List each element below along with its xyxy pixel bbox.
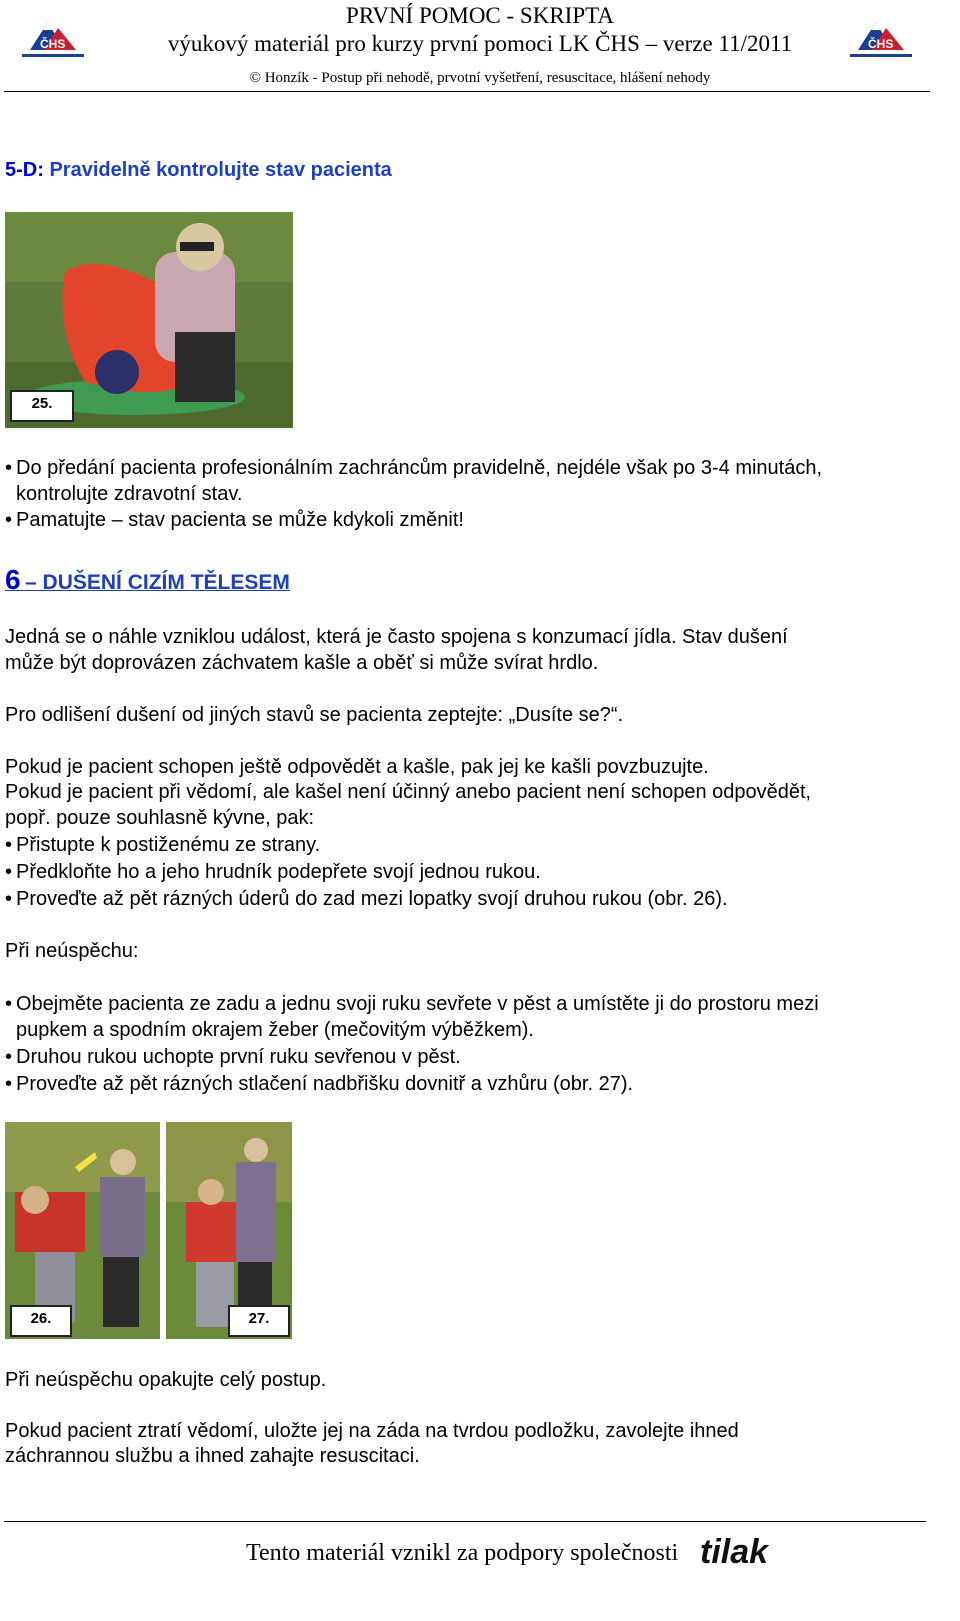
footer-text: Tento materiál vznikl za podpory společnosti — [246, 1540, 679, 1566]
svg-text:ČHS: ČHS — [868, 37, 894, 51]
section-6-cough2: Pokud je pacient při vědomí, ale kašel není účinný anebo pacient není schopen odpovědět, — [5, 781, 812, 803]
list-item: • Předkloňte ho a jeho hrudník podepřete svojí jednou rukou. — [5, 861, 541, 883]
tilak-logo-icon — [700, 1533, 790, 1569]
svg-text:ČHS: ČHS — [40, 37, 66, 51]
section-6-unconscious-line1: Pokud pacient ztratí vědomí, uložte jej na záda na tvrdou podložku, zavolejte ihned — [5, 1420, 739, 1442]
section-6-cough3: popř. pouze souhlasně kývne, pak: — [5, 807, 315, 829]
section-6-repeat: Při neúspěchu opakujte celý postup. — [5, 1369, 327, 1391]
photo-25 — [5, 212, 293, 428]
section-6-unconscious-line2: záchrannou službu a ihned zahajte resuscitaci. — [5, 1445, 420, 1467]
list-item: • Proveďte až pět rázných úderů do zad mezi lopatky svojí druhou rukou (obr. 26). — [5, 888, 728, 910]
photo-26-label: 26. — [10, 1305, 72, 1337]
photo-27-label: 27. — [228, 1305, 290, 1337]
photo-26 — [5, 1122, 160, 1339]
header-title: PRVNÍ POMOC - SKRIPTA — [346, 3, 614, 28]
section-6-number: 6 — [5, 564, 21, 595]
header-subtitle: výukový materiál pro kurzy první pomoci LK ČHS – verze 11/2011 — [167, 31, 793, 56]
section-6-intro-line2: může být doprovázen záchvatem kašle a oběť si může svírat hrdlo. — [5, 652, 599, 674]
photo-25-label: 25. — [10, 390, 74, 422]
section-5d-number: 5-D: — [5, 159, 44, 181]
footer-divider — [4, 1521, 926, 1522]
photo-27 — [166, 1122, 292, 1339]
list-item: • Obejměte pacienta ze zadu a jednu svoji ruku sevřete v pěst a umístěte ji do prostoru mezi pupkem a spodním okrajem žeber (mečovitým výběžkem). — [5, 993, 819, 1041]
header-copyright: © Honzík - Postup při nehodě, prvotní vyšetření, resuscitace, hlášení nehody — [249, 70, 711, 86]
section-5d-heading — [5, 159, 392, 182]
list-item: • Druhou rukou uchopte první ruku sevřenou v pěst. — [5, 1046, 461, 1068]
list-item: • Proveďte až pět rázných stlačení nadbřišku dovnitř a vzhůru (obr. 27). — [5, 1073, 634, 1095]
section-6-ask: Pro odlišení dušení od jiných stavů se pacienta zeptejte: „Dusíte se?“. — [5, 704, 624, 726]
section-6-intro-line1: Jedná se o náhle vzniklou událost, která je často spojena s konzumací jídla. Stav dušení — [5, 626, 788, 648]
list-item: • Pamatujte – stav pacienta se může kdykoli změnit! — [5, 509, 464, 531]
list-item: • Do předání pacienta profesionálním zachráncům pravidelně, nejdéle však po 3-4 minutách, kontrolujte zdravotní stav. — [5, 457, 823, 505]
list-item: • Přistupte k postiženému ze strany. — [5, 834, 321, 856]
header-divider — [4, 91, 930, 92]
section-6-title: – DUŠENÍ CIZÍM TĚLESEM — [25, 571, 290, 594]
svg-text:tilak: tilak — [700, 1533, 769, 1569]
section-6-fail: Při neúspěchu: — [5, 940, 139, 962]
section-6-cough1: Pokud je pacient schopen ještě odpovědět a kašle, pak jej ke kašli povzbuzujte. — [5, 756, 709, 778]
tilak-logo — [700, 1533, 790, 1574]
section-6-heading — [5, 564, 290, 596]
section-5d-title: Pravidelně kontrolujte stav pacienta — [49, 159, 392, 181]
